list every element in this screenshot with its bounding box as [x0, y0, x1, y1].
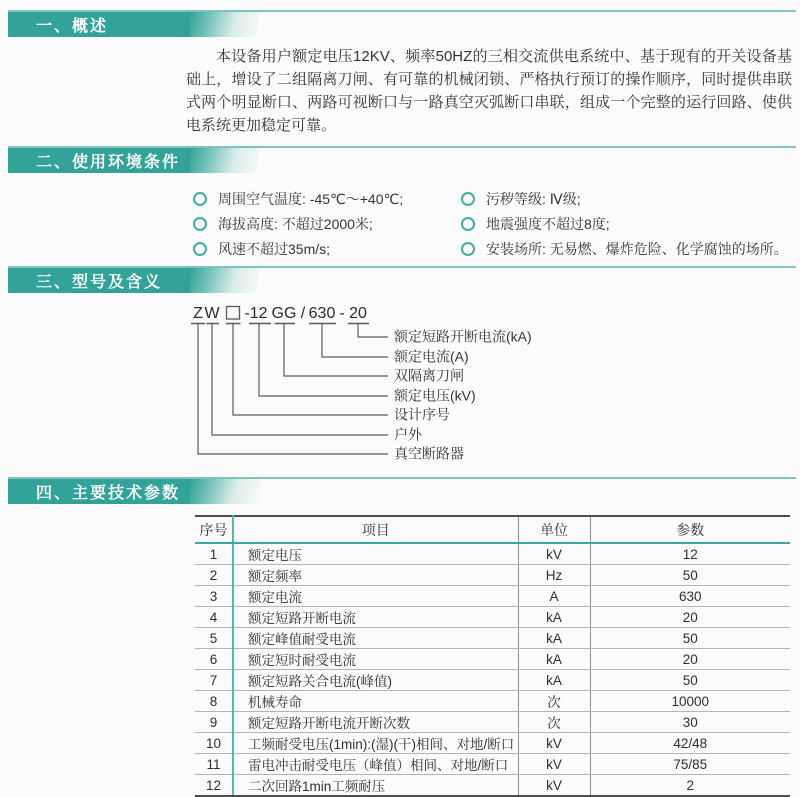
- model-meaning-label: 额定短路开断电流(kA): [394, 328, 532, 345]
- list-item: [193, 236, 459, 261]
- model-meaning-label: 额定电流(A): [394, 348, 469, 365]
- cell-value: 42/48: [590, 733, 790, 754]
- cell-value: 30: [590, 712, 790, 733]
- column-header-item: 项目: [233, 516, 518, 543]
- section-bar-fade: [190, 479, 260, 504]
- cell-unit: kA: [518, 607, 590, 628]
- cell-item: 机械寿命: [233, 691, 518, 712]
- model-meaning-label: 户外: [394, 426, 422, 443]
- list-item: [461, 236, 793, 261]
- circle-bullet-icon: [461, 192, 475, 206]
- circle-bullet-icon: [193, 242, 207, 256]
- cell-unit: kV: [518, 543, 590, 565]
- table-row: [195, 670, 790, 691]
- cell-unit: kV: [518, 775, 590, 797]
- circle-bullet-icon: [193, 217, 207, 231]
- column-header-no: 序号: [195, 516, 233, 543]
- circle-bullet-icon: [461, 242, 475, 256]
- model-meaning-label: 真空断路器: [394, 445, 464, 462]
- model-token: -: [339, 305, 345, 322]
- section-title: 二、使用环境条件: [36, 154, 181, 171]
- section-title-bar: [8, 148, 190, 173]
- list-item: [461, 211, 793, 236]
- section-title-bar: [8, 268, 190, 293]
- model-token: W: [204, 305, 220, 322]
- cell-value: 75/85: [590, 754, 790, 775]
- list-item-label: 安装场所: 无易燃、爆炸危险、化学腐蚀的场所。: [486, 240, 788, 257]
- list-item: [193, 186, 459, 211]
- section-title: 一、概述: [36, 18, 109, 35]
- table-row: [195, 628, 790, 649]
- section-title-bar: [8, 479, 190, 504]
- cell-unit: kV: [518, 733, 590, 754]
- connector-line: [284, 324, 388, 376]
- model-token: Z: [193, 305, 203, 322]
- cell-item: 额定短时耐受电流: [233, 649, 518, 670]
- list-item-label: 海拔高度: 不超过2000米;: [218, 215, 373, 232]
- cell-item: 工频耐受电压(1min):(湿)(干)相间、对地/断口: [233, 733, 518, 754]
- cell-no: 5: [195, 628, 233, 649]
- column-header-unit: 单位: [518, 516, 590, 543]
- cell-value: 50: [590, 670, 790, 691]
- cell-value: 630: [590, 586, 790, 607]
- cell-value: 12: [590, 543, 790, 565]
- table-header-row: [195, 516, 790, 543]
- circle-bullet-icon: [193, 192, 207, 206]
- cell-item: 额定短路开断电流: [233, 607, 518, 628]
- connector-line: [233, 324, 388, 415]
- cell-item: 雷电冲击耐受电压（峰值）相间、对地/断口: [233, 754, 518, 775]
- section-bar-fade: [190, 148, 260, 173]
- table-row: [195, 586, 790, 607]
- cell-no: 3: [195, 586, 233, 607]
- cell-item: 额定电流: [233, 586, 518, 607]
- environment-left-column: [193, 186, 459, 261]
- section-header-model: [0, 266, 800, 296]
- cell-item: 二次回路1min工频耐压: [233, 775, 518, 797]
- table-row: [195, 565, 790, 586]
- table-row: [195, 733, 790, 754]
- connector-line: [322, 324, 388, 357]
- cell-item: 额定峰值耐受电流: [233, 628, 518, 649]
- cell-no: 12: [195, 775, 233, 797]
- technical-parameters-table: [195, 515, 790, 797]
- cell-item: 额定短路关合电流(峰值): [233, 670, 518, 691]
- model-meaning-label: 设计序号: [394, 406, 450, 423]
- section-header-overview: [0, 10, 800, 40]
- cell-unit: kA: [518, 628, 590, 649]
- table-row: [195, 691, 790, 712]
- cell-value: 20: [590, 607, 790, 628]
- table-row: [195, 754, 790, 775]
- cell-no: 11: [195, 754, 233, 775]
- column-header-value: 参数: [590, 516, 790, 543]
- cell-no: 10: [195, 733, 233, 754]
- section-title-bar: [8, 12, 190, 37]
- model-meaning-label: 双隔离刀闸: [394, 367, 464, 384]
- section-bar-fade: [190, 12, 260, 37]
- cell-no: 6: [195, 649, 233, 670]
- cell-value: 10000: [590, 691, 790, 712]
- list-item-label: 污秽等级: Ⅳ级;: [486, 190, 581, 207]
- section-bar-fade: [190, 268, 260, 293]
- environment-conditions-list: [193, 186, 793, 261]
- cell-no: 2: [195, 565, 233, 586]
- section-title: 四、主要技术参数: [36, 485, 181, 502]
- model-token: 20: [349, 305, 367, 322]
- cell-unit: 次: [518, 712, 590, 733]
- cell-item: 额定频率: [233, 565, 518, 586]
- cell-item: 额定短路开断电流开断次数: [233, 712, 518, 733]
- model-token: 630: [308, 305, 336, 322]
- cell-value: 50: [590, 628, 790, 649]
- table-row: [195, 712, 790, 733]
- table-row: [195, 607, 790, 628]
- cell-no: 4: [195, 607, 233, 628]
- cell-unit: 次: [518, 691, 590, 712]
- section-header-environment: [0, 146, 800, 176]
- model-designation-diagram: [185, 302, 795, 467]
- cell-item: 额定电压: [233, 543, 518, 565]
- cell-no: 7: [195, 670, 233, 691]
- connector-line: [259, 324, 388, 396]
- overview-paragraph: 本设备用户额定电压12KV、频率50HZ的三相交流供电系统中、基于现有的开关设备基础上，增设了二组隔离刀闸、有可靠的机械闭锁、严格执行预订的操作顺序，同时提供串联式两个明显断口、两路可视断口与一路真空灭弧断口串联，组成一个完整的运行回路、使供电系统更加稳定可靠。: [186, 48, 792, 134]
- model-placeholder-box: [227, 307, 240, 320]
- table-row: [195, 543, 790, 565]
- cell-no: 8: [195, 691, 233, 712]
- cell-no: 9: [195, 712, 233, 733]
- list-item-label: 地震强度不超过8度;: [486, 215, 610, 232]
- cell-unit: kA: [518, 670, 590, 691]
- cell-value: 20: [590, 649, 790, 670]
- model-token: GG: [271, 305, 297, 322]
- table-row: [195, 649, 790, 670]
- connector-line: [212, 324, 388, 435]
- cell-unit: A: [518, 586, 590, 607]
- cell-value: 50: [590, 565, 790, 586]
- circle-bullet-icon: [461, 217, 475, 231]
- list-item-label: 风速不超过35m/s;: [218, 240, 331, 257]
- connector-line: [358, 324, 388, 337]
- model-meaning-label: 额定电压(kV): [394, 387, 476, 404]
- list-item: [461, 186, 793, 211]
- section-title: 三、型号及含义: [36, 274, 163, 291]
- section-header-parameters: [0, 477, 800, 507]
- list-item-label: 周围空气温度: -45℃～+40℃;: [218, 190, 404, 207]
- table-row: [195, 775, 790, 797]
- model-token: -12: [244, 305, 268, 322]
- cell-unit: kA: [518, 649, 590, 670]
- cell-unit: Hz: [518, 565, 590, 586]
- cell-value: 2: [590, 775, 790, 797]
- model-token: /: [300, 305, 306, 322]
- list-item: [193, 211, 459, 236]
- cell-unit: kV: [518, 754, 590, 775]
- environment-right-column: [461, 186, 793, 261]
- cell-no: 1: [195, 543, 233, 565]
